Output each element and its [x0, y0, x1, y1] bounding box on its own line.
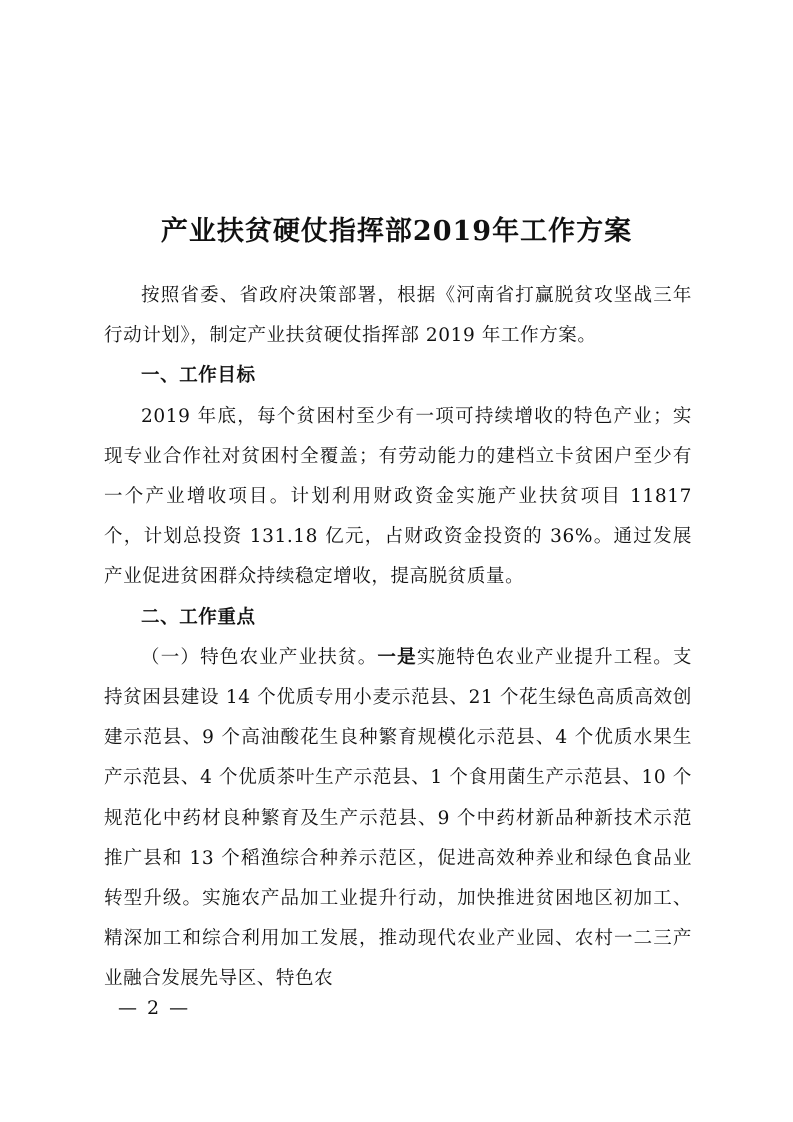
- priority-item-lead: 一是: [377, 646, 417, 668]
- priority-item-label: （一）特色农业产业扶贫。: [141, 646, 378, 668]
- intro-paragraph: 按照省委、省政府决策部署，根据《河南省打赢脱贫攻坚战三年行动计划》，制定产业扶贫硬仗指挥部 2019 年工作方案。: [104, 285, 692, 347]
- document-body: [104, 276, 692, 1000]
- section-heading-priorities: 二、工作重点: [141, 606, 256, 628]
- priority-item-text: 实施特色农业产业提升工程。支持贫困县建设 14 个优质专用小麦示范县、21 个花生绿色高质高效创建示范县、9 个高油酸花生良种繁育规模化示范县、4 个优质水果生产示范县、4 个优质茶叶生产示范县、1 个食用菌生产示范县、10 个规范化中药材良种繁育及生产示范县、9 个中药材新品种新技术示范推广县和 13 个稻渔综合种养示范区，促进高效种养业和绿色食品业转型升级。实施农产品加工业提升行动，加快推进贫困地区初加工、精深加工和综合利用加工发展，推动现代农业产业园、农村一二三产业融合发展先导区、特色农: [104, 646, 693, 990]
- section-heading-goals: 一、工作目标: [141, 365, 256, 387]
- goals-paragraph: 2019 年底，每个贫困村至少有一项可持续增收的特色产业；实现专业合作社对贫困村全覆盖；有劳动能力的建档立卡贫困户至少有一个产业增收项目。计划利用财政资金实施产业扶贫项目 11817 个，计划总投资 131.18 亿元，占财政资金投资的 36%。通过发展产业促进贫困群众持续稳定增收，提高脱贫质量。: [104, 405, 692, 588]
- page-number: — 2 —: [118, 997, 191, 1019]
- priority-paragraph-1: [104, 638, 692, 1000]
- document-title: 产业扶贫硬仗指挥部2019年工作方案: [160, 216, 633, 247]
